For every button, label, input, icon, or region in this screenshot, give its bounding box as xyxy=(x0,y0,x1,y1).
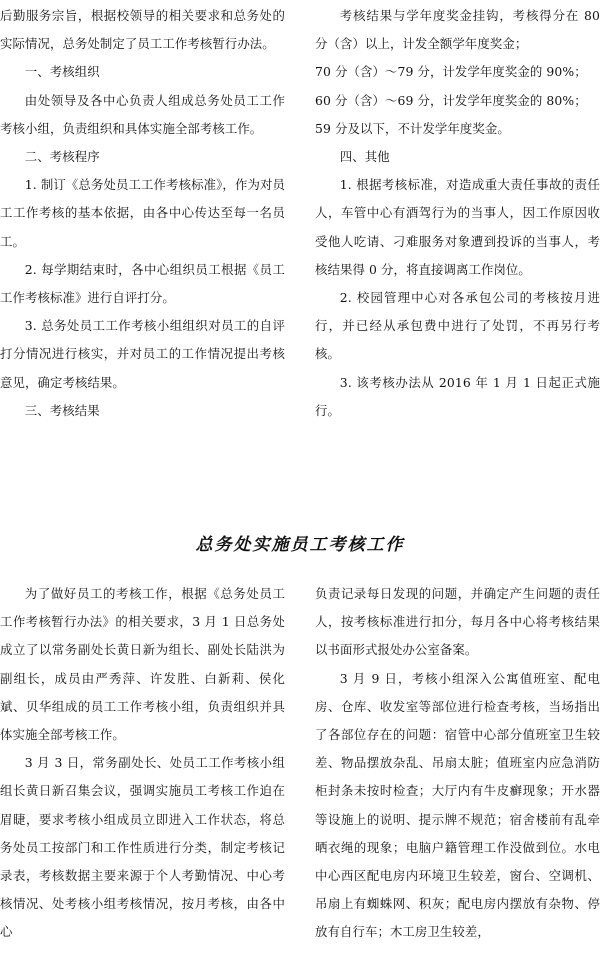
paragraph: 由处领导及各中心负责人组成总务处员工工作考核小组，负责组织和具体实施全部考核工作。 xyxy=(0,92,285,136)
paragraph: 三、考核结果 xyxy=(24,402,100,418)
paragraph: 1. 根据考核标准，对造成重大责任事故的责任人，车管中心有酒驾行为的当事人，因工作原因收受他人吃请、刁难服务对象遭到投诉的当事人，考核结果得 0 分，将直接调离工作岗位。 xyxy=(315,177,600,277)
paragraph: 1. 制订《总务处员工工作考核标准》，作为对员工工作考核的基本依据，由各中心传达至每一名员工。 xyxy=(0,177,285,249)
paragraph: 考核结果与学年度奖金挂钩，考核得分在 80 分（含）以上，计发全额学年度奖金； xyxy=(315,8,600,52)
lower-right-column xyxy=(315,580,600,947)
paragraph: 3. 总务处员工工作考核小组组织对员工的自评打分情况进行核实，并对员工的工作情况提出考核意见，确定考核结果。 xyxy=(0,318,285,390)
paragraph: 后勤服务宗旨，根据校领导的相关要求和总务处的实际情况，总务处制定了员工工作考核暂行办法。 xyxy=(0,8,285,52)
paragraph: 3 月 9 日，考核小组深入公寓值班室、配电房、仓库、收发室等部位进行检查考核，当场指出了各部位存在的问题：宿管中心部分值班室卫生较差、物品摆放杂乱、吊扇太脏；值班室内应急消防柜封条未按时检查；大厅内有牛皮癣现象；开水器等设施上的说明、提示牌不规范；宿舍楼前有乱牵晒衣绳的现象；电脑户籍管理工作没做到位。水电中心西区配电房内环境卫生较差，窗台、空调机、吊扇上有蜘蛛网、积灰；配电房内摆放有杂物、停放有自行车；木工房卫生较差， xyxy=(315,670,600,940)
paragraph: 2. 每学期结束时，各中心组织员工根据《员工工作考核标准》进行自评打分。 xyxy=(0,261,285,306)
upper-left-column xyxy=(0,2,285,425)
paragraph: 负责记录每日发现的问题，并确定产生问题的责任人，按考核标准进行扣分，每月各中心将考核结果以书面形式报处办公室备案。 xyxy=(315,586,600,658)
paragraph: 3 月 3 日，常务副处长、处员工工作考核小组组长黄日新召集会议，强调实施员工考核工作迫在眉睫，要求考核小组成员立即进入工作状态，将总务处员工按部门和工作性质进行分类，制定考核记录表，考核数据主要来源于个人考勤情况、中心考核情况、处考核小组考核情况，按月考核，由各中心 xyxy=(0,755,285,940)
paragraph: 二、考核程序 xyxy=(24,149,100,165)
paragraph: 一、考核组织 xyxy=(24,64,100,80)
lower-left-column xyxy=(0,580,285,947)
paragraph: 3. 该考核办法从 2016 年 1 月 1 日起正式施行。 xyxy=(315,374,600,418)
paragraph: 60 分（含）～69 分，计发学年度奖金的 80%； xyxy=(315,92,587,108)
paragraph: 四、其他 xyxy=(339,149,390,165)
paragraph: 70 分（含）～79 分，计发学年度奖金的 90%； xyxy=(315,64,587,80)
paragraph: 59 分及以下，不计发学年度奖金。 xyxy=(315,120,510,136)
upper-right-column xyxy=(315,2,600,425)
section-title: 总务处实施员工考核工作 xyxy=(195,535,405,555)
paragraph: 为了做好员工的考核工作，根据《总务处员工工作考核暂行办法》的相关要求，3 月 1 日总务处成立了以常务副处长黄日新为组长、副处长陆洪为副组长，成员由严秀萍、许发胜、白新莉、侯化斌、贝华组成的员工工作考核小组，负责组织并具体实施全部考核工作。 xyxy=(0,586,285,743)
paragraph: 2. 校园管理中心对各承包公司的考核按月进行，并已经从承包费中进行了处罚，不再另行考核。 xyxy=(315,290,600,362)
